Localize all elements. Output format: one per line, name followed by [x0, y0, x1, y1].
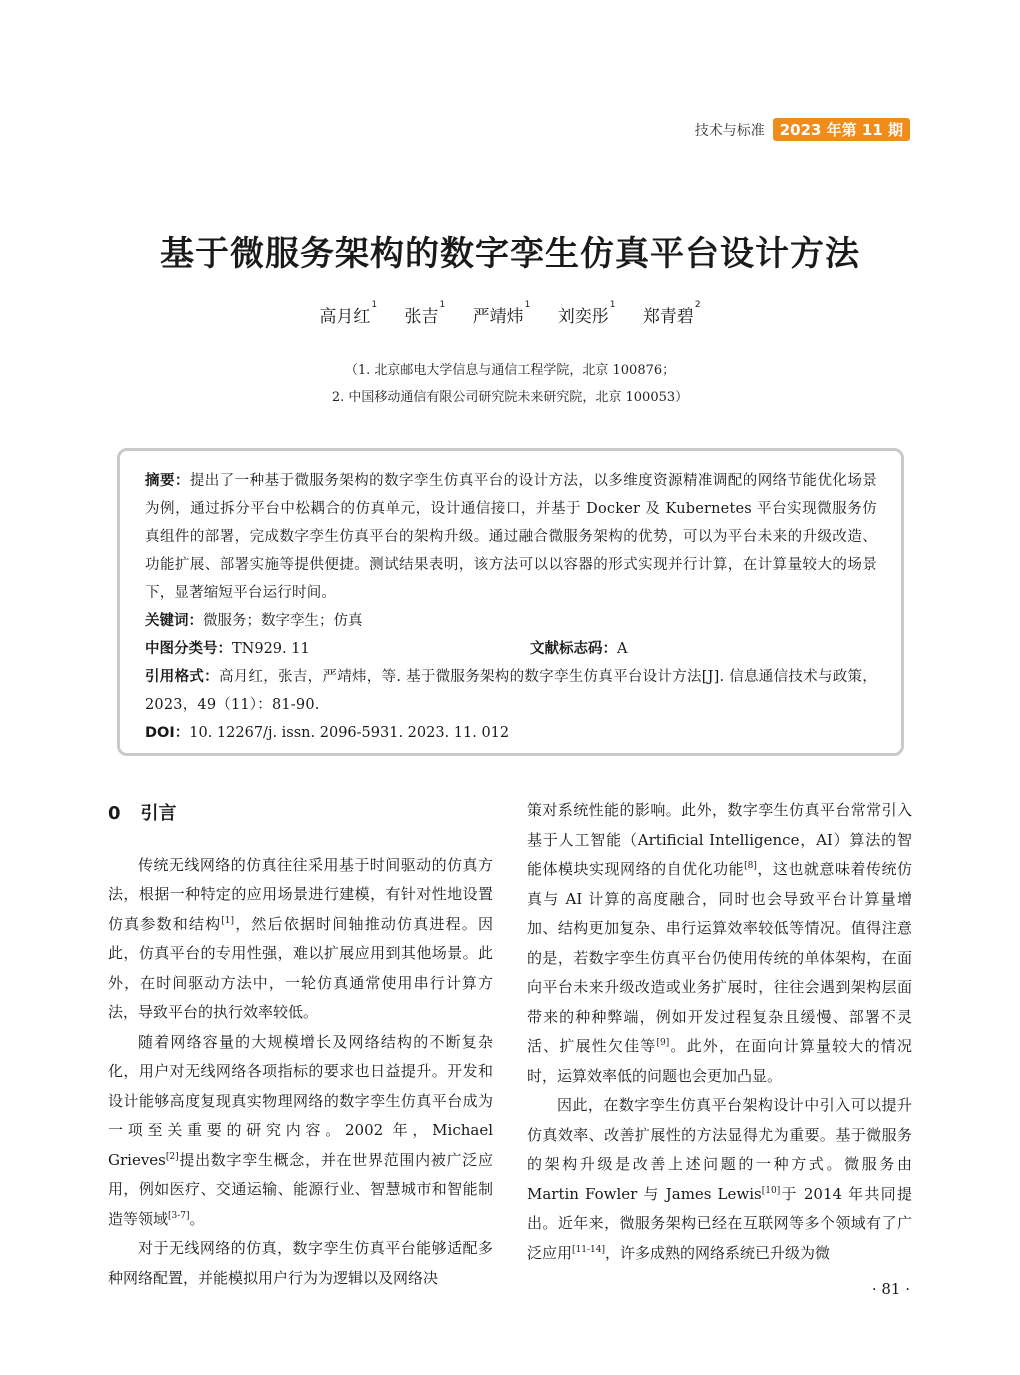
author: 张吉$^1$: [404, 300, 446, 327]
classification-row: [145, 635, 877, 663]
paragraph: 随着网络容量的大规模增长及网络结构的不断复杂化，用户对无线网络各项指标的要求也日益提升。开发和设计能够高度复现真实物理网络的数字孪生仿真平台成为一项至关重要的研究内容。2002 年，Michael Grieves[2]提出数字孪生概念，并在世界范围内被广泛应用，例如医疗、交通运输、能源行业、智慧城市和智能制造等领域[3-7]。: [108, 1032, 493, 1228]
author: 严靖炜$^1$: [472, 300, 531, 327]
issue-badge: 2023 年第 11 期: [773, 118, 910, 141]
abstract: [145, 467, 877, 607]
abstract-label: 摘要：: [145, 473, 190, 489]
left-column: [108, 795, 493, 1293]
author: 郑青碧$^2$: [642, 300, 701, 327]
page-number: · 81 ·: [871, 1280, 910, 1298]
citation-ref: [1]: [221, 915, 235, 926]
keywords: 关键词：微服务；数字孪生；仿真: [145, 613, 363, 629]
affiliation-1: （1. 北京邮电大学信息与通信工程学院，北京 100876；: [344, 363, 676, 378]
paragraph: 因此，在数字孪生仿真平台架构设计中引入可以提升仿真效率、改善扩展性的方法显得尤为重要。基于微服务的架构升级是改善上述问题的一种方式。微服务由 Martin Fowler 与 James Lewis[10]于 2014 年共同提出。近年来，微服务架构已经在互联网等多个领域有了广泛应用[11-14]，许多成熟的网络系统已升级为微: [527, 1096, 912, 1262]
paragraph: 传统无线网络的仿真往往采用基于时间驱动的仿真方法，根据一种特定的应用场景进行建模，有针对性地设置仿真参数和结构[1]，然后依据时间轴推动仿真进程。因此，仿真平台的专用性强，难以扩展应用到其他场景。此外，在时间驱动方法中，一轮仿真通常使用串行计算方法，导致平台的执行效率较低。: [108, 855, 493, 1021]
paper-title: 基于微服务架构的数字孪生仿真平台设计方法: [160, 234, 860, 274]
abstract-box: [117, 448, 904, 756]
clc-number: 中图分类号：TN929. 11: [145, 641, 310, 657]
header-section: 技术与标准: [694, 122, 765, 139]
citation-ref: [8]: [744, 861, 757, 871]
abstract-text: 提出了一种基于微服务架构的数字孪生仿真平台的设计方法，以多维度资源精准调配的网络节能优化场景为例，通过拆分平台中松耦合的仿真单元，设计通信接口，并基于 Docker 及 Kubernetes 平台实现微服务仿真组件的部署，完成数字孪生仿真平台的架构升级。通过融合微服务架构的优势，可以为平台未来的升级改造、功能扩展、部署实施等提供便捷。测试结果表明，该方法可以以容器的形式实现并行计算，在计算量较大的场景下，显著缩短平台运行时间。: [145, 473, 877, 601]
citation-ref: [11-14]: [572, 1244, 605, 1255]
paragraph: 对于无线网络的仿真，数字孪生仿真平台能够适配多种网络配置，并能模拟用户行为为逻辑以及网络决: [108, 1239, 493, 1287]
citation-format: 引用格式：高月红，张吉，严靖炜，等. 基于微服务架构的数字孪生仿真平台设计方法[J]. 信息通信技术与政策，2023，49（11）：81-90.: [145, 669, 878, 713]
section-heading: 0 引言: [108, 803, 177, 824]
citation-ref: [3-7]: [168, 1210, 190, 1221]
right-column: [527, 796, 912, 1268]
paragraph: 策对系统性能的影响。此外，数字孪生仿真平台常常引入基于人工智能（Artificial Intelligence，AI）算法的智能体模块实现网络的自优化功能[8]，这也就意味着传统仿真与 AI 计算的高度融合，同时也会导致平台计算量增加、结构更加复杂、串行运算效率较低等情况。值得注意的是，若数字孪生仿真平台仍使用传统的单体架构，在面向平台未来升级改造或业务扩展时，往往会遇到架构层面带来的种种弊端，例如开发过程复杂且缓慢、部署不灵活、扩展性欠佳等[9]。此外，在面向计算量较大的情况时，运算效率低的问题也会更加凸显。: [527, 801, 912, 1085]
document-code: 文献标志码：A: [530, 641, 628, 657]
affiliation-2: 2. 中国移动通信有限公司研究院未来研究院，北京 100053）: [331, 390, 689, 405]
doi: DOI：10. 12267/j. issn. 2096-5931. 2023. 11. 012: [145, 725, 510, 741]
running-header: [695, 118, 910, 141]
author: 刘奕彤$^1$: [557, 300, 616, 327]
citation-ref: [9]: [656, 1038, 670, 1048]
citation-ref: [10]: [761, 1185, 781, 1196]
author-list: [0, 302, 1020, 327]
author: 高月红$^1$: [319, 300, 378, 327]
citation-ref: [2]: [165, 1151, 179, 1162]
